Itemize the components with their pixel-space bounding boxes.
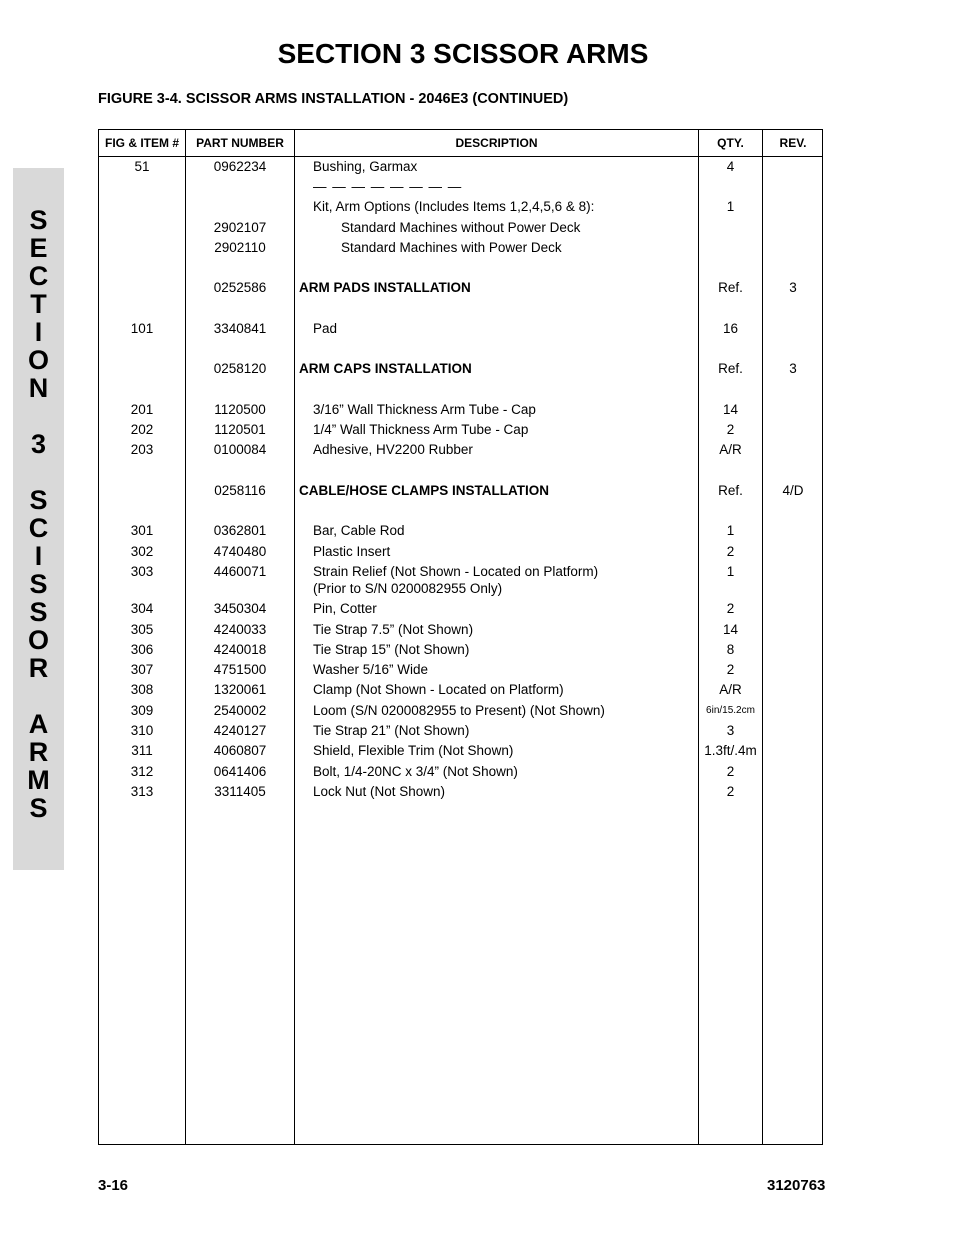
revision: 3 xyxy=(789,361,797,376)
part-number: 0258116 xyxy=(214,483,266,498)
parts-table xyxy=(98,129,823,1145)
item-number: 303 xyxy=(130,564,154,579)
description: ARM PADS INSTALLATION xyxy=(299,280,471,295)
item-number: 309 xyxy=(130,703,154,718)
side-tab-letter: N xyxy=(28,373,49,403)
description: Plastic Insert xyxy=(313,544,391,559)
description: Kit, Arm Options (Includes Items 1,2,4,5,6 & 8): xyxy=(313,199,595,214)
description: Lock Nut (Not Shown) xyxy=(313,784,446,799)
part-number: 3340841 xyxy=(213,321,267,336)
description: Clamp (Not Shown - Located on Platform) xyxy=(313,682,564,697)
quantity: Ref. xyxy=(718,280,743,295)
quantity: Ref. xyxy=(718,361,743,376)
description: Tie Strap 15” (Not Shown) xyxy=(313,642,470,657)
table-header xyxy=(99,130,822,157)
item-number: 312 xyxy=(130,764,154,779)
side-tab-letter xyxy=(13,458,64,486)
description: CABLE/HOSE CLAMPS INSTALLATION xyxy=(299,483,549,498)
quantity: 14 xyxy=(722,622,739,637)
side-tab-letter: S xyxy=(29,569,48,599)
item-number: 310 xyxy=(130,723,154,738)
part-number: 4751500 xyxy=(213,662,267,677)
description: (Prior to S/N 0200082955 Only) xyxy=(313,581,503,596)
item-number: 201 xyxy=(130,402,154,417)
side-tab-letter xyxy=(13,402,64,430)
part-number: 4240127 xyxy=(213,723,267,738)
description: Pad xyxy=(313,321,338,336)
quantity: 6in/15.2cm xyxy=(706,705,755,716)
side-tab-letter: C xyxy=(28,513,49,543)
item-number: 101 xyxy=(130,321,154,336)
description: Standard Machines without Power Deck xyxy=(341,220,581,235)
quantity: 16 xyxy=(722,321,739,336)
quantity: 1.3ft/.4m xyxy=(704,743,757,758)
item-number: 304 xyxy=(130,601,154,616)
quantity: 2 xyxy=(726,662,735,677)
description: Pin, Cotter xyxy=(313,601,377,616)
item-number: 306 xyxy=(130,642,154,657)
part-number: 4460071 xyxy=(213,564,267,579)
quantity: 14 xyxy=(722,402,739,417)
part-number: 4060807 xyxy=(213,743,267,758)
revision: 4/D xyxy=(782,483,804,498)
side-tab-letter: A xyxy=(28,709,49,739)
quantity: A/R xyxy=(719,682,742,697)
part-number: 1120501 xyxy=(214,422,266,437)
description: Strain Relief (Not Shown - Located on Platform) xyxy=(313,564,599,579)
section-title: SECTION 3 SCISSOR ARMS xyxy=(277,38,649,69)
side-tab-letter: O xyxy=(27,345,49,375)
item-number: 302 xyxy=(130,544,154,559)
section-side-tab xyxy=(13,168,64,870)
header-rev: REV. xyxy=(779,136,807,150)
side-tab-letter: S xyxy=(29,485,48,515)
side-tab-letter: C xyxy=(28,261,49,291)
description: Bushing, Garmax xyxy=(313,159,418,174)
side-tab-letter: S xyxy=(29,793,48,823)
part-number: 3311405 xyxy=(214,784,266,799)
quantity: 2 xyxy=(726,544,735,559)
side-tab-letter: I xyxy=(34,541,43,571)
side-tab-letter: T xyxy=(30,289,47,319)
description: ARM CAPS INSTALLATION xyxy=(299,361,472,376)
side-tab-letter: O xyxy=(27,625,49,655)
header-item: FIG & ITEM # xyxy=(104,136,179,150)
part-number: 2902107 xyxy=(213,220,267,235)
item-number: 301 xyxy=(130,523,154,538)
description: Bar, Cable Rod xyxy=(313,523,405,538)
header-description: DESCRIPTION xyxy=(455,136,538,150)
part-number: 0641406 xyxy=(213,764,267,779)
item-number: 203 xyxy=(130,442,154,457)
description: 1/4” Wall Thickness Arm Tube - Cap xyxy=(313,422,529,437)
description: Bolt, 1/4-20NC x 3/4” (Not Shown) xyxy=(313,764,518,779)
part-number: 0962234 xyxy=(213,159,267,174)
item-number: 202 xyxy=(130,422,154,437)
part-number: 2540002 xyxy=(213,703,267,718)
item-number: 305 xyxy=(130,622,154,637)
description: Shield, Flexible Trim (Not Shown) xyxy=(313,743,514,758)
header-part-number: PART NUMBER xyxy=(196,136,284,150)
part-number: 4240018 xyxy=(213,642,267,657)
item-number: 307 xyxy=(130,662,154,677)
part-number: 2902110 xyxy=(214,240,266,255)
quantity: 3 xyxy=(726,723,735,738)
part-number: 0258120 xyxy=(213,361,267,376)
part-number: 4740480 xyxy=(213,544,267,559)
part-number: 0252586 xyxy=(213,280,267,295)
quantity: 8 xyxy=(726,642,735,657)
side-tab-letter: M xyxy=(27,765,50,795)
document-number: 3120763 xyxy=(767,1177,826,1194)
side-tab-text xyxy=(13,206,64,822)
side-tab-letter: S xyxy=(29,205,48,235)
side-tab-letter: 3 xyxy=(30,429,47,459)
item-number: 51 xyxy=(134,159,150,174)
part-number: 0100084 xyxy=(213,442,267,457)
quantity: 1 xyxy=(726,564,735,579)
revision: 3 xyxy=(789,280,797,295)
side-tab-letter: E xyxy=(29,233,48,263)
side-tab-letter xyxy=(13,682,64,710)
side-tab-letter: R xyxy=(28,737,49,767)
description: 3/16” Wall Thickness Arm Tube - Cap xyxy=(313,402,536,417)
quantity: 4 xyxy=(726,159,735,174)
side-tab-letter: S xyxy=(29,597,48,627)
description: — — — — — — — — xyxy=(313,179,463,194)
part-number: 1320061 xyxy=(213,682,267,697)
description: Tie Strap 7.5” (Not Shown) xyxy=(313,622,474,637)
quantity: 2 xyxy=(726,422,735,437)
figure-title: FIGURE 3-4. SCISSOR ARMS INSTALLATION - 2046E3 (CONTINUED) xyxy=(98,91,569,107)
item-number: 313 xyxy=(130,784,154,799)
column-divider xyxy=(294,130,295,1144)
quantity: 2 xyxy=(726,601,735,616)
quantity: A/R xyxy=(719,442,742,457)
item-number: 311 xyxy=(131,743,153,758)
description: Adhesive, HV2200 Rubber xyxy=(313,442,473,457)
part-number: 3450304 xyxy=(213,601,267,616)
description: Tie Strap 21” (Not Shown) xyxy=(313,723,470,738)
part-number: 1120500 xyxy=(214,402,266,417)
part-number: 4240033 xyxy=(213,622,267,637)
quantity: Ref. xyxy=(718,483,743,498)
quantity: 1 xyxy=(726,523,735,538)
part-number: 0362801 xyxy=(213,523,267,538)
quantity: 2 xyxy=(726,784,735,799)
side-tab-letter: R xyxy=(28,653,49,683)
description: Loom (S/N 0200082955 to Present) (Not Shown) xyxy=(313,703,605,718)
quantity: 1 xyxy=(726,199,735,214)
item-number: 308 xyxy=(130,682,154,697)
description: Washer 5/16” Wide xyxy=(313,662,429,677)
page-number: 3-16 xyxy=(98,1177,129,1194)
header-qty: QTY. xyxy=(717,136,744,150)
quantity: 2 xyxy=(726,764,735,779)
description: Standard Machines with Power Deck xyxy=(341,240,562,255)
side-tab-letter: I xyxy=(34,317,43,347)
